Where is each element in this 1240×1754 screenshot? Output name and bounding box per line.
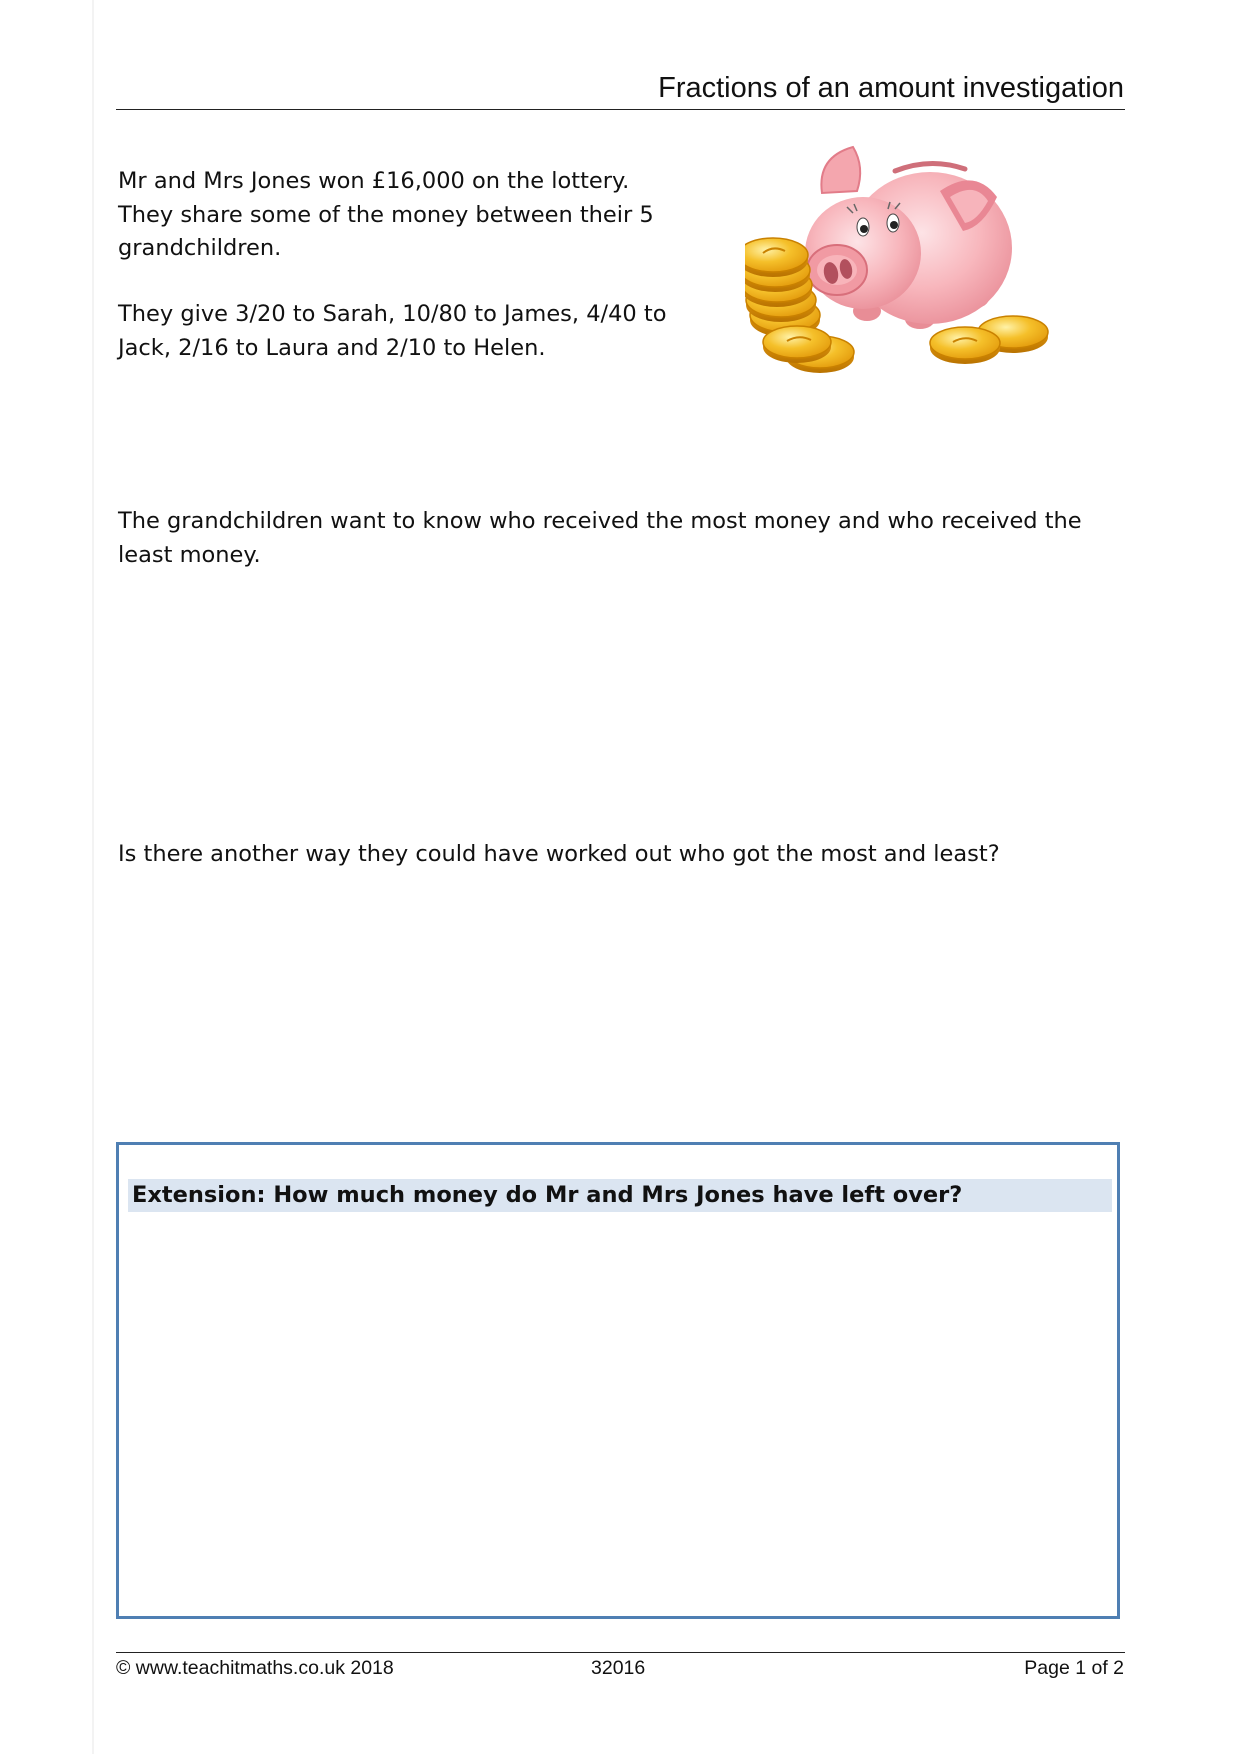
question-another-way: Is there another way they could have worked out who got the most and least? xyxy=(118,841,1000,867)
intro-paragraph-1: Mr and Mrs Jones won £16,000 on the lottery. They share some of the money between their 5 grandchildren. xyxy=(118,168,654,261)
piggy-bank-with-coins-icon xyxy=(745,135,1050,390)
question-most-least: The grandchildren want to know who received the most money and who received the least money. xyxy=(118,508,1082,568)
extension-question: Extension: How much money do Mr and Mrs Jones have left over? xyxy=(132,1182,963,1208)
page-edge-shadow xyxy=(92,0,94,1754)
footer-page-number: Page 1 of 2 xyxy=(1024,1657,1124,1679)
extension-answer-box xyxy=(116,1142,1120,1619)
footer-resource-code: 32016 xyxy=(591,1657,646,1679)
extension-heading-bar xyxy=(128,1179,1112,1212)
footer-divider xyxy=(116,1652,1125,1653)
header-divider xyxy=(116,109,1125,110)
intro-paragraph-2: They give 3/20 to Sarah, 10/80 to James, 4/40 to Jack, 2/16 to Laura and 2/10 to Helen. xyxy=(118,301,667,361)
page-title: Fractions of an amount investigation xyxy=(658,72,1124,104)
footer-copyright: © www.teachitmaths.co.uk 2018 xyxy=(116,1657,394,1679)
